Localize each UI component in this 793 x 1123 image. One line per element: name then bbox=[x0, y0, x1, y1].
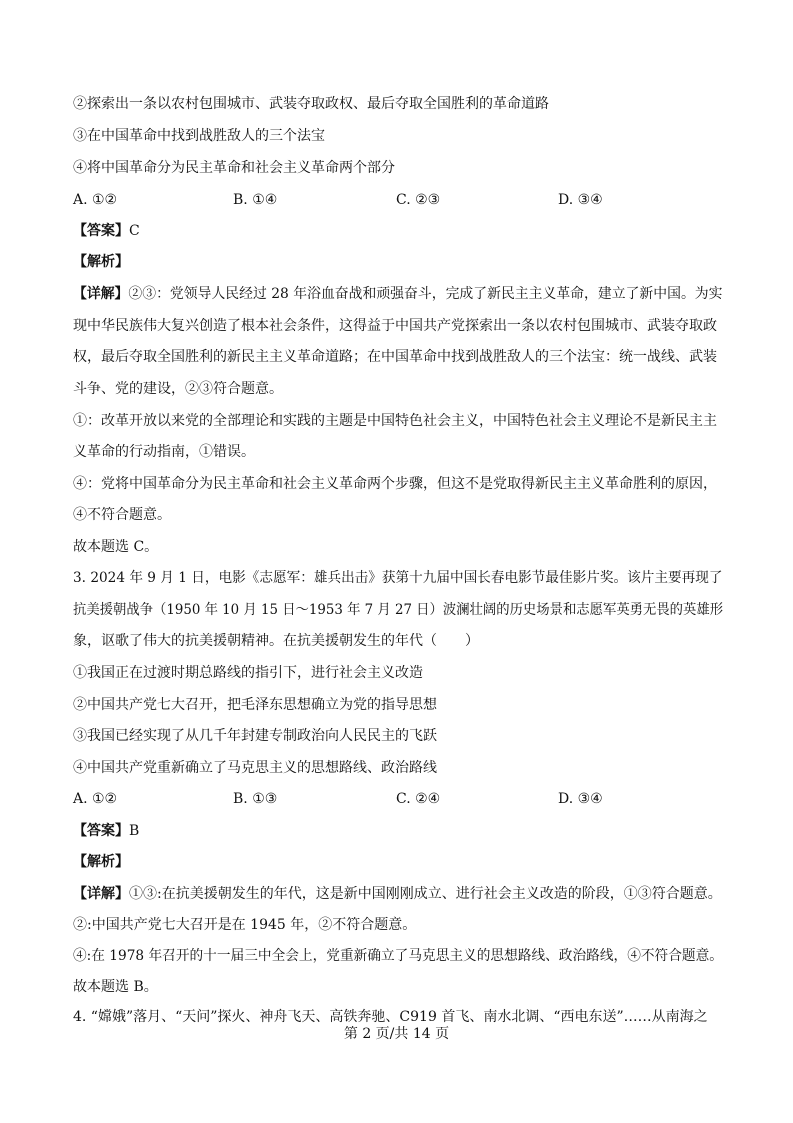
q3-stem-line-1: 3. 2024 年 9 月 1 日，电影《志愿军：雄兵出击》获第十九届中国长春电影节最佳影片奖。该片主要再现了 bbox=[73, 570, 723, 586]
q3-option-c: C. ②④ bbox=[396, 791, 441, 807]
page-footer: 第 2 页/共 14 页 bbox=[343, 1026, 450, 1042]
q2-option-d: D. ③④ bbox=[558, 192, 603, 208]
q2-detail-line-3: 权，最后夺取全国胜利的新民主主义革命道路；在中国革命中找到战胜敌人的三个法宝：统一战线、武装 bbox=[73, 349, 717, 365]
q3-detail-line-1: 【详解】①③:在抗美援朝发生的年代，这是新中国刚刚成立、进行社会主义改造的阶段，①③符合题意。 bbox=[73, 886, 722, 902]
q4-stem-line-1: 4. “嫦娥”落月、“天问”探火、神舟飞天、高铁奔驰、C919 首飞、南水北调、“西电东送”……从南海之 bbox=[73, 1009, 708, 1025]
q3-analysis-label: 【解析】 bbox=[73, 854, 129, 870]
q2-option-c: C. ②③ bbox=[396, 192, 441, 208]
q3-conclusion: 故本题选 B。 bbox=[73, 979, 158, 995]
q3-detail-line-2: ②:中国共产党七大召开是在 1945 年，②不符合题意。 bbox=[73, 917, 417, 933]
q2-option-a: A. ①② bbox=[73, 192, 118, 208]
q2-detail-label: 【详解】 bbox=[73, 286, 129, 302]
q3-stem-line-2: 抗美援朝战争（1950 年 10 月 15 日～1953 年 7 月 27 日）波澜壮阔的历史场景和志愿军英勇无畏的英雄形 bbox=[73, 602, 724, 618]
q2-detail-line-6: 义革命的行动指南，①错误。 bbox=[73, 444, 255, 460]
q2-detail-line-8: ④不符合题意。 bbox=[73, 507, 171, 523]
q3-answer-value: B bbox=[129, 823, 140, 839]
q3-answer-label: 【答案】 bbox=[73, 823, 129, 839]
q3-item-2: ②中国共产党七大召开，把毛泽东思想确立为党的指导思想 bbox=[73, 697, 437, 713]
q2-detail-line-7: ④：党将中国革命分为民主革命和社会主义革命两个步骤，但这不是党取得新民主主义革命胜利的原因， bbox=[73, 476, 717, 492]
q2-analysis-label: 【解析】 bbox=[73, 254, 129, 270]
q3-answer bbox=[73, 821, 723, 841]
q2-detail-line-4: 斗争、党的建设，②③符合题意。 bbox=[73, 381, 283, 397]
q3-detail-line-3: ④:在 1978 年召开的十一届三中全会上，党重新确立了马克思主义的思想路线、政治路线，④不符合题意。 bbox=[73, 948, 723, 964]
q2-detail-line-2: 现中华民族伟大复兴创造了根本社会条件，这得益于中国共产党探索出一条以农村包围城市、武装夺取政 bbox=[73, 318, 717, 334]
q2-answer bbox=[73, 221, 723, 241]
q2-answer-value: C bbox=[129, 223, 140, 239]
q2-conclusion: 故本题选 C。 bbox=[73, 539, 159, 555]
q2-detail-line-1: 【详解】②③：党领导人民经过 28 年浴血奋战和顽强奋斗，完成了新民主主义革命，建立了新中国。为实 bbox=[73, 286, 723, 302]
q3-option-d: D. ③④ bbox=[558, 791, 603, 807]
q3-item-4: ④中国共产党重新确立了马克思主义的思想路线、政治路线 bbox=[73, 760, 437, 776]
q3-option-a: A. ①② bbox=[73, 791, 118, 807]
q2-detail-line-5: ①：改革开放以来党的全部理论和实践的主题是中国特色社会主义，中国特色社会主义理论不是新民主主 bbox=[73, 413, 717, 429]
q2-answer-label: 【答案】 bbox=[73, 223, 129, 239]
q3-item-3: ③我国已经实现了从几千年封建专制政治向人民民主的飞跃 bbox=[73, 728, 437, 744]
q2-item-4: ④将中国革命分为民主革命和社会主义革命两个部分 bbox=[73, 160, 395, 176]
q2-option-b: B. ①④ bbox=[233, 192, 278, 208]
q2-item-3: ③在中国革命中找到战胜敌人的三个法宝 bbox=[73, 128, 325, 144]
q2-item-2: ②探索出一条以农村包围城市、武装夺取政权、最后夺取全国胜利的革命道路 bbox=[73, 96, 549, 112]
q3-item-1: ①我国正在过渡时期总路线的指引下，进行社会主义改造 bbox=[73, 665, 423, 681]
q3-option-b: B. ①③ bbox=[233, 791, 278, 807]
q3-stem-line-3: 象，讴歌了伟大的抗美援朝精神。在抗美援朝发生的年代（ ） bbox=[73, 633, 479, 649]
q3-detail-label: 【详解】 bbox=[73, 886, 129, 902]
